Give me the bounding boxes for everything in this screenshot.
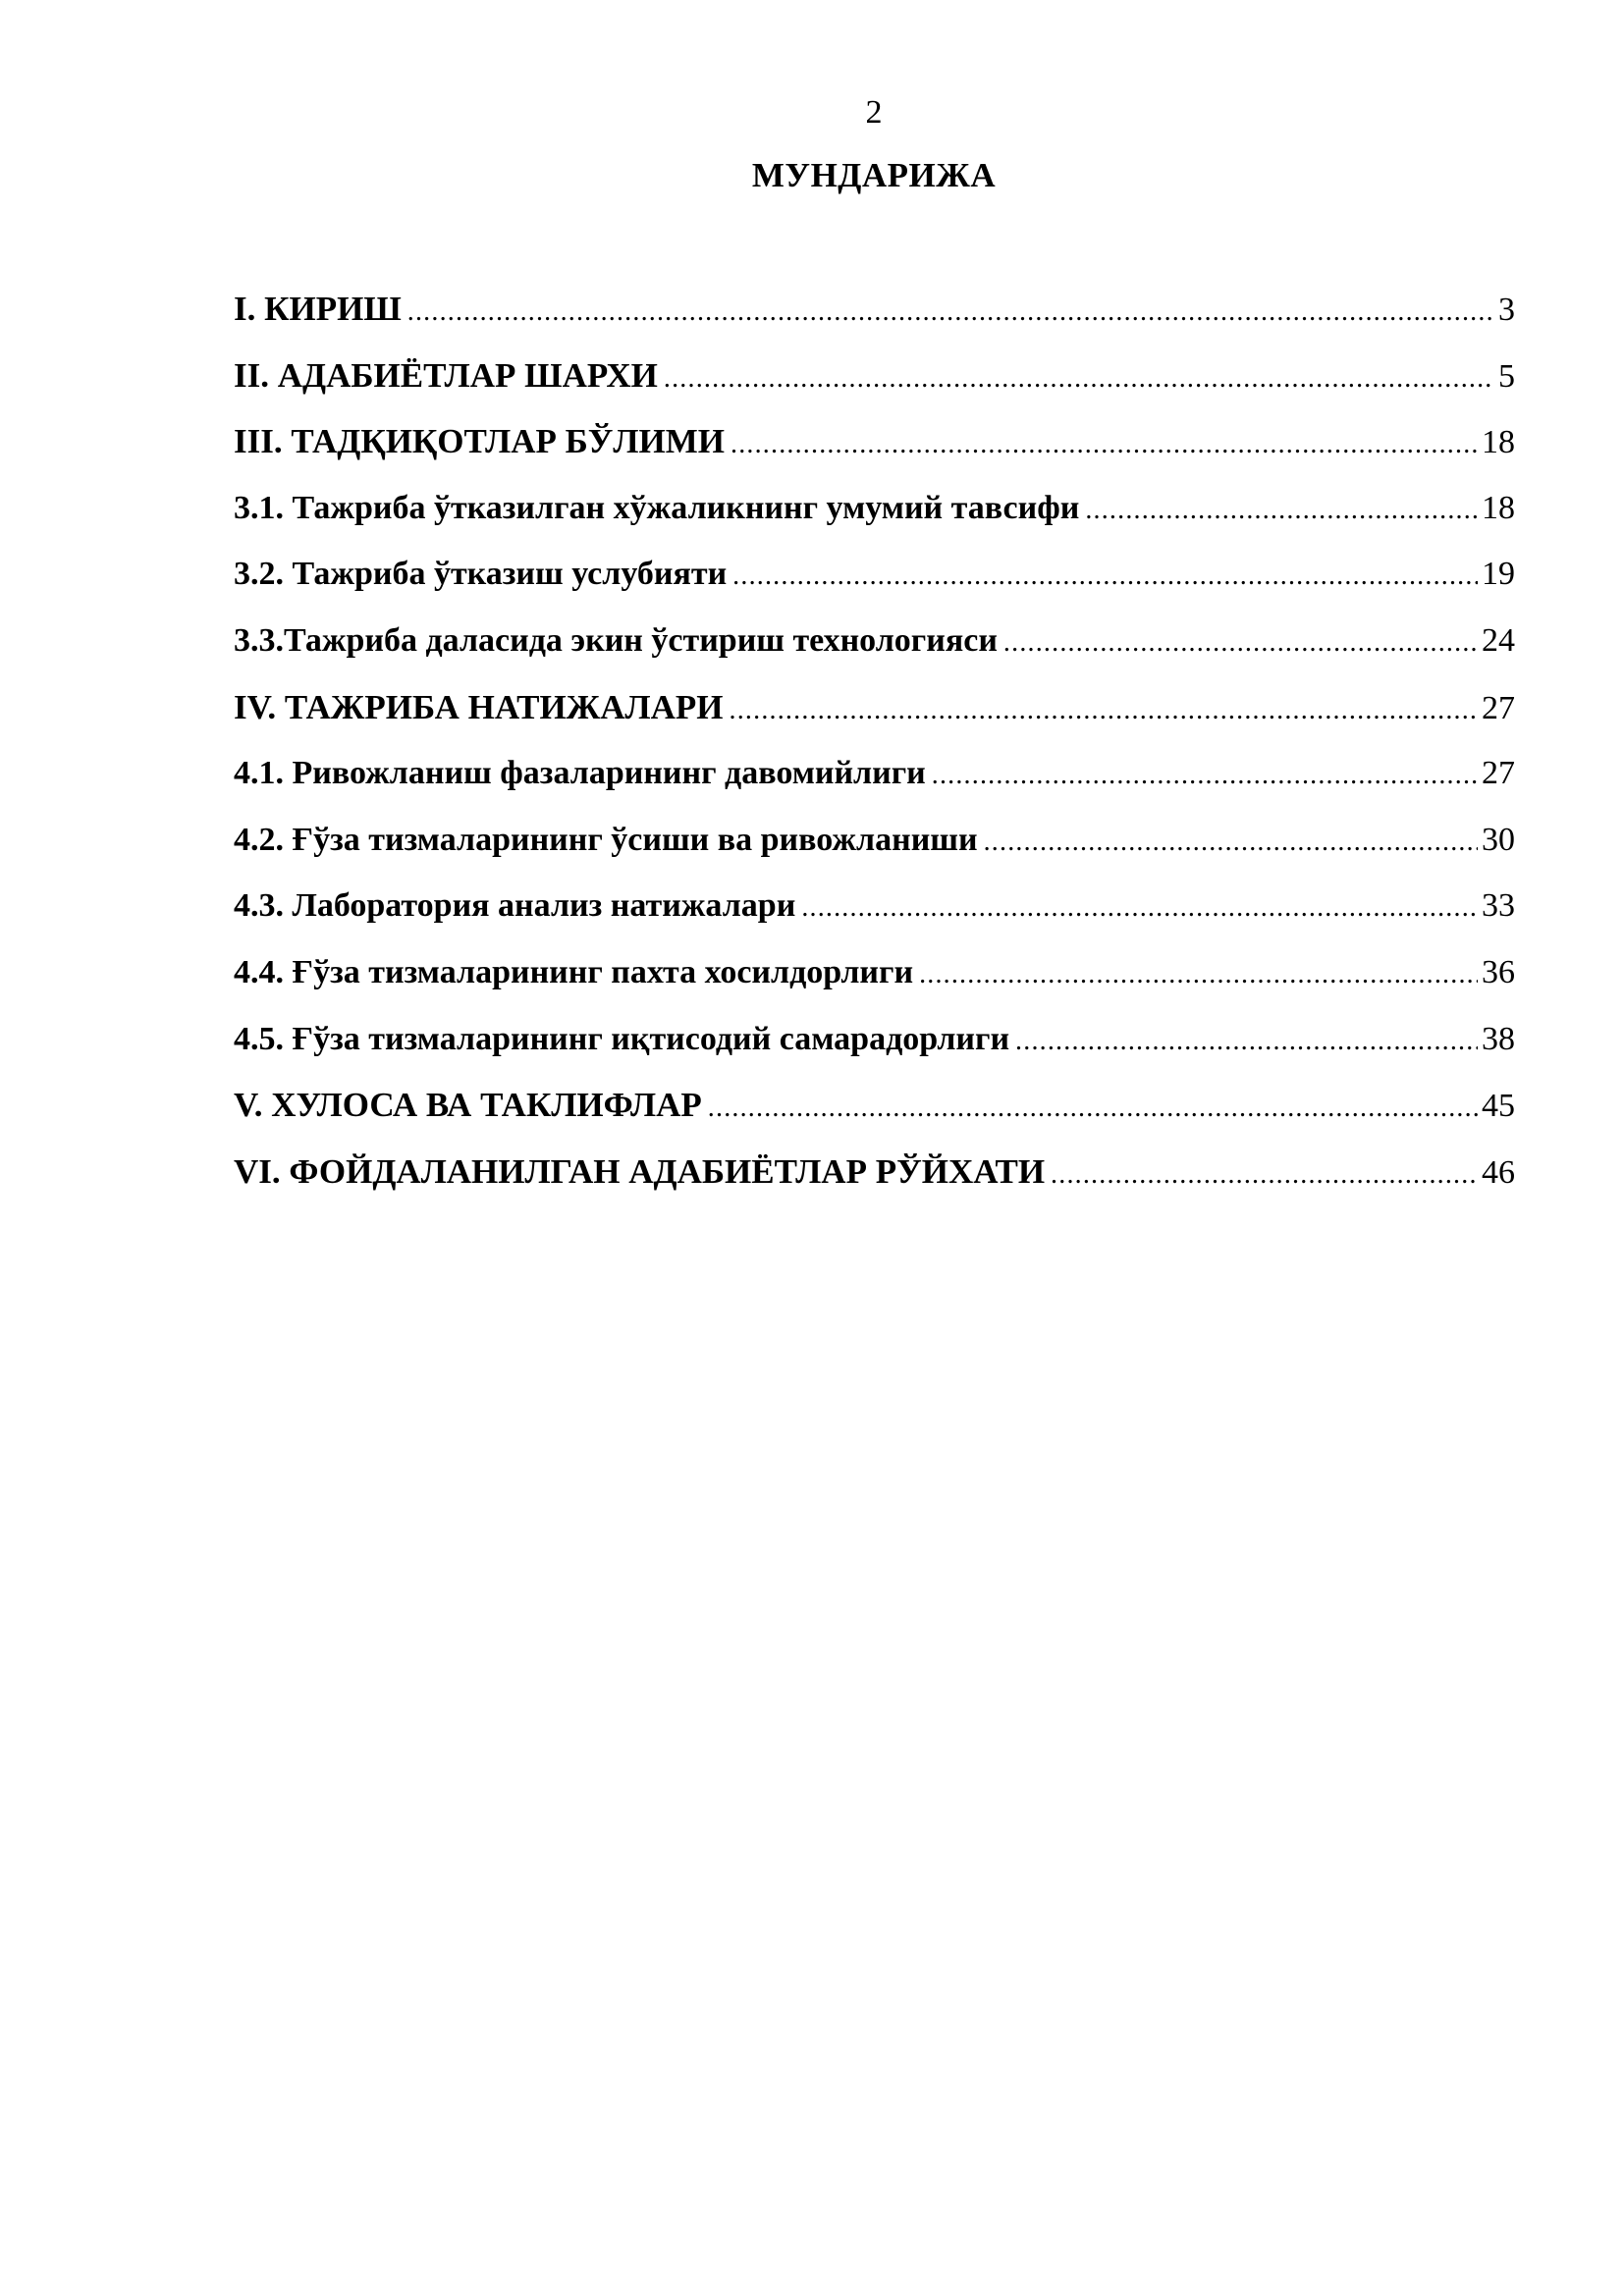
toc-entry-page: 36 [1482, 953, 1515, 990]
toc-dot-leader [731, 423, 1478, 466]
toc-entry-label: 3.2. Тажриба ўтказиш услубияти [234, 556, 728, 593]
toc-entry-label: V. ХУЛОСА ВА ТАКЛИФЛАР [234, 1086, 702, 1125]
toc-entry-label: II. АДАБИЁТЛАР ШАРХИ [234, 355, 658, 395]
page-number: 2 [865, 94, 883, 131]
toc-entry-page: 30 [1482, 821, 1515, 858]
toc-entry-label: 3.1. Тажриба ўтказилган хўжаликнинг умумий тавсифи [234, 489, 1080, 526]
toc-entry[interactable] [234, 686, 1515, 753]
toc-entry-page: 38 [1482, 1020, 1515, 1057]
toc-entry-label: 4.2. Ғўза тизмаларининг ўсиши ва ривожланиши [234, 821, 978, 858]
toc-dot-leader [932, 754, 1478, 797]
toc-entry-label: 4.1. Ривожланиш фазаларининг давомийлиги [234, 755, 926, 792]
toc-entry[interactable] [234, 1018, 1515, 1085]
toc-entry[interactable] [234, 1084, 1515, 1150]
toc-entry[interactable] [234, 487, 1515, 554]
toc-dot-leader [984, 821, 1478, 864]
toc-entry-page: 3 [1498, 292, 1515, 328]
toc-entry[interactable] [234, 1150, 1515, 1217]
table-of-contents [234, 288, 1515, 1216]
toc-entry-page: 19 [1482, 556, 1515, 593]
toc-dot-leader [407, 291, 1494, 334]
toc-entry[interactable] [234, 619, 1515, 686]
toc-entry[interactable] [234, 354, 1515, 421]
toc-dot-leader [664, 357, 1494, 400]
toc-entry-page: 18 [1482, 424, 1515, 461]
toc-entry-label: III. ТАДҚИҚОТЛАР БЎЛИМИ [234, 422, 725, 461]
toc-entry-label: 4.5. Ғўза тизмаларининг иқтисодий самарадорлиги [234, 1020, 1010, 1057]
toc-entry-page: 24 [1482, 621, 1515, 659]
toc-entry-page: 33 [1482, 887, 1515, 925]
toc-dot-leader [732, 555, 1478, 598]
toc-entry[interactable] [234, 752, 1515, 819]
toc-title: МУНДАРИЖА [751, 156, 997, 194]
toc-entry[interactable] [234, 420, 1515, 487]
toc-entry-page: 27 [1482, 755, 1515, 792]
toc-entry[interactable] [234, 288, 1515, 354]
toc-entry-label: 4.3. Лаборатория анализ натижалари [234, 887, 796, 925]
toc-entry-page: 18 [1482, 489, 1515, 526]
toc-entry-page: 27 [1482, 689, 1515, 726]
toc-entry-label: IV. ТАЖРИБА НАТИЖАЛАРИ [234, 687, 724, 726]
toc-entry-page: 5 [1498, 357, 1515, 395]
toc-entry-label: VI. ФОЙДАЛАНИЛГАН АДАБИЁТЛАР РЎЙХАТИ [234, 1151, 1046, 1191]
toc-dot-leader [708, 1087, 1478, 1130]
toc-dot-leader [1051, 1153, 1478, 1197]
toc-dot-leader [801, 886, 1478, 930]
toc-entry-page: 45 [1482, 1088, 1515, 1125]
toc-dot-leader [730, 689, 1478, 732]
toc-dot-leader [1085, 489, 1478, 532]
toc-dot-leader [1003, 621, 1478, 665]
toc-entry[interactable] [234, 884, 1515, 951]
toc-entry[interactable] [234, 553, 1515, 619]
toc-entry-label: 3.3.Тажриба даласида экин ўстириш технологияси [234, 621, 998, 659]
toc-dot-leader [1015, 1020, 1478, 1063]
toc-dot-leader [919, 953, 1478, 996]
toc-entry-label: 4.4. Ғўза тизмаларининг пахта хосилдорлиги [234, 953, 914, 990]
toc-entry-page: 46 [1482, 1153, 1515, 1191]
toc-entry[interactable] [234, 951, 1515, 1018]
toc-entry-label: I. КИРИШ [234, 290, 402, 328]
toc-entry[interactable] [234, 819, 1515, 885]
